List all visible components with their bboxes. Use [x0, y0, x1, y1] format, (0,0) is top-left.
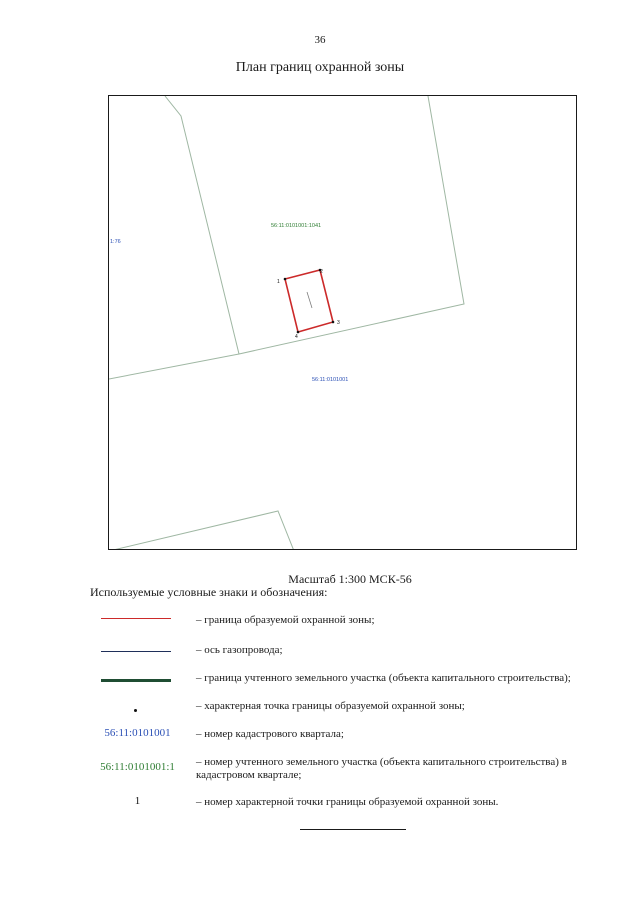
parcel-number-label-partial: 1:76	[110, 239, 121, 245]
legend-desc-parcel-number: – номер учтенного земельного участка (объекта капитального строительства) в кадастровом квартале;	[196, 756, 567, 781]
legend-row-cadastral-quarter	[80, 726, 620, 756]
parcel-boundary-left	[109, 354, 239, 379]
gas-pipeline-axis	[307, 292, 312, 308]
parcel-boundary-bottom	[109, 511, 294, 550]
zone-point-label-3: 3	[337, 320, 340, 326]
legend-row-zone-boundary	[80, 612, 620, 642]
parcel-number-symbol: 56:11:0101001:1	[100, 761, 175, 773]
red-line-symbol	[101, 618, 171, 619]
protection-zone-boundary	[285, 270, 333, 332]
point-dot-symbol	[134, 709, 137, 712]
page-number: 36	[314, 34, 326, 46]
bottom-divider	[300, 829, 406, 830]
map-canvas	[109, 96, 577, 550]
zone-point-3	[332, 321, 335, 324]
navy-line-symbol	[101, 651, 171, 652]
point-number-symbol: 1	[134, 795, 141, 807]
zone-point-1	[284, 278, 287, 281]
legend-desc-cadastral-quarter: – номер кадастрового квартала;	[196, 728, 344, 740]
parcel-number-label: 56:11:0101001:1041	[271, 223, 322, 229]
zone-point-4	[297, 331, 300, 334]
scale-caption: Масштаб 1:300 МСК-56	[288, 572, 412, 586]
zone-point-label-1: 1	[277, 279, 280, 285]
legend-desc-point-number: – номер характерной точки границы образуемой охранной зоны.	[196, 796, 499, 808]
legend-row-characteristic-point	[80, 698, 620, 728]
legend-row-pipeline-axis	[80, 642, 620, 672]
legend-desc-pipeline-axis: – ось газопровода;	[196, 644, 283, 656]
map-frame	[108, 95, 577, 550]
legend-row-parcel-boundary	[80, 670, 620, 700]
zone-point-label-4: 4	[295, 334, 298, 340]
zone-point-label-2: 2	[320, 269, 323, 275]
legend-desc-parcel-boundary: – граница учтенного земельного участка (объекта капитального строительства);	[196, 672, 571, 684]
legend-row-point-number	[80, 794, 620, 824]
quarter-number-symbol: 56:11:0101001	[104, 727, 171, 739]
legend-desc-characteristic-point: – характерная точка границы образуемой охранной зоны;	[196, 700, 465, 712]
cadastral-quarter-label: 56:11:0101001	[312, 377, 349, 383]
legend-desc-zone-boundary: – граница образуемой охранной зоны;	[196, 614, 375, 626]
page-title: План границ охранной зоны	[235, 60, 405, 75]
legend-title: Используемые условные знаки и обозначения:	[90, 585, 328, 599]
legend-row-parcel-number	[80, 754, 620, 788]
green-line-symbol	[101, 679, 171, 682]
